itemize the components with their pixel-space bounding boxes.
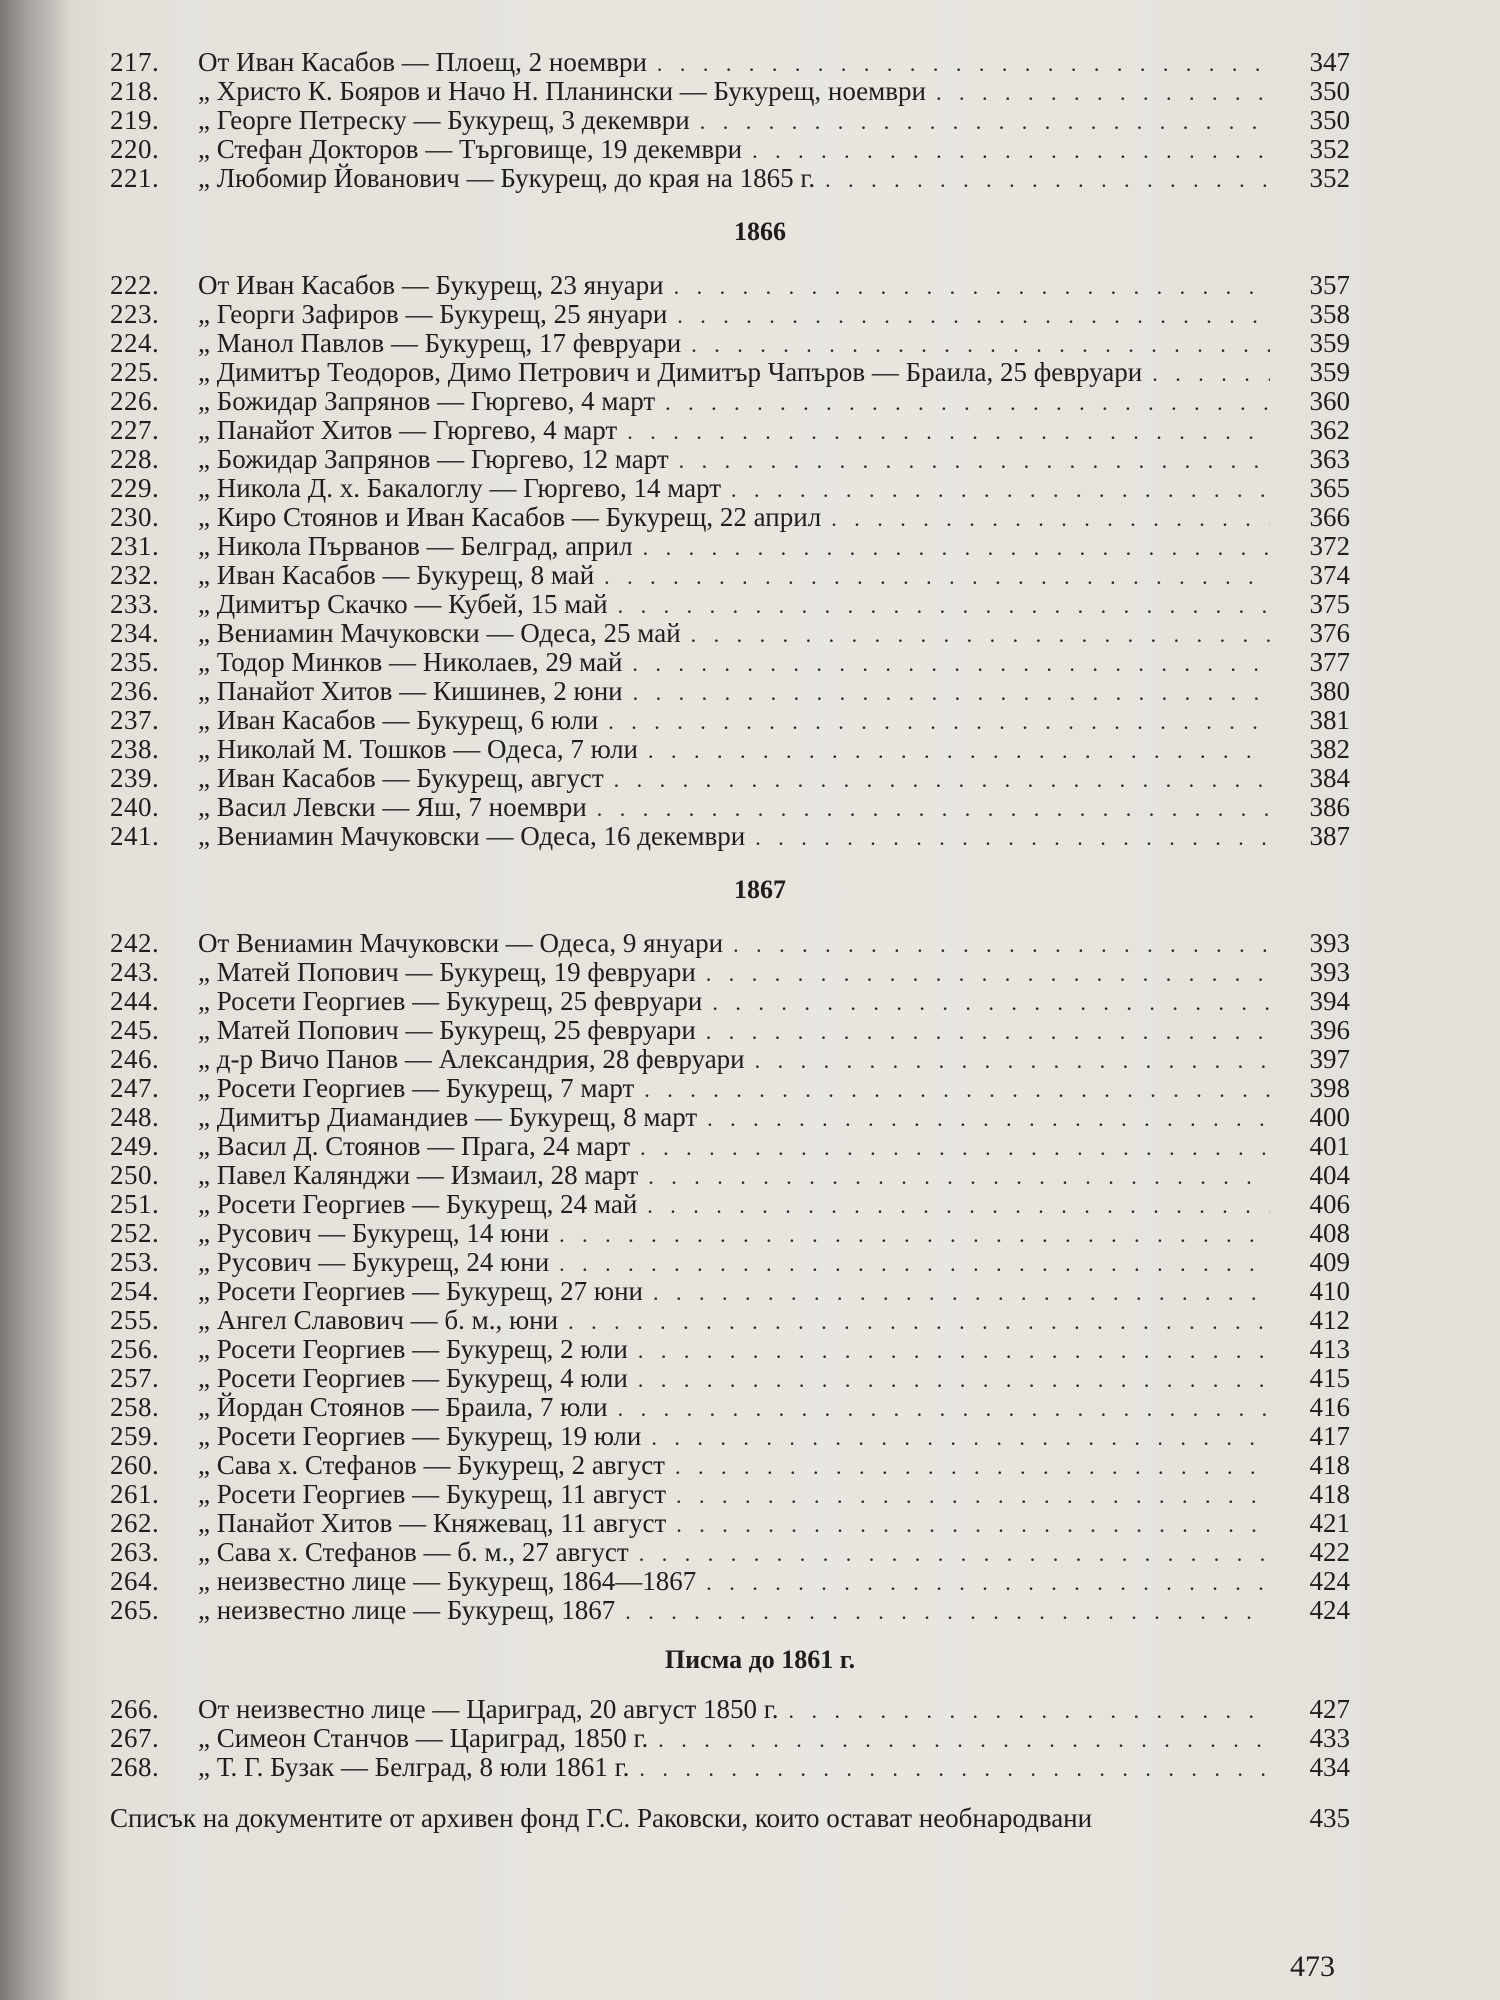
entry-number: 236.: [110, 676, 160, 706]
entry-number: 242.: [110, 928, 160, 958]
entry-number: 223.: [110, 299, 160, 329]
entry-page-number: 418: [1309, 1450, 1350, 1480]
dot-leader: [831, 504, 1270, 533]
dot-leader: [651, 1423, 1270, 1452]
toc-entry: [110, 1306, 1350, 1335]
toc-entry: [110, 1161, 1350, 1190]
entry-page-number: 422: [1309, 1537, 1350, 1567]
entry-title: „ Сава х. Стефанов — Букурещ, 2 август: [198, 1450, 665, 1480]
section-heading: 1867: [734, 875, 786, 904]
entry-title: „ Божидар Запрянов — Гюргево, 12 март: [198, 444, 669, 474]
entry-title: „ Симеон Станчов — Цариград, 1850 г.: [198, 1723, 649, 1753]
entry-number: 231.: [110, 531, 160, 561]
toc-entry: [110, 474, 1350, 503]
dot-leader: [707, 1104, 1270, 1133]
toc-entry: [110, 416, 1350, 445]
toc-entry: [110, 648, 1350, 677]
entry-title: „ Матей Попович — Букурещ, 19 февруари: [198, 957, 696, 987]
toc-entry: [110, 1248, 1350, 1277]
entry-title: „ д-р Вичо Панов — Александрия, 28 февруари: [198, 1044, 745, 1074]
dot-leader: [665, 388, 1270, 417]
toc-entry: [110, 1480, 1350, 1509]
toc-entry: [110, 1509, 1350, 1538]
entry-title: „ Сава х. Стефанов — б. м., 27 август: [198, 1537, 629, 1567]
entry-page-number: 377: [1309, 647, 1350, 677]
entry-title: „ Тодор Минков — Николаев, 29 май: [198, 647, 623, 677]
entry-number: 254.: [110, 1276, 160, 1306]
toc-entry: [110, 1364, 1350, 1393]
entry-page-number: 358: [1309, 299, 1350, 329]
dot-leader: [648, 736, 1270, 765]
dot-leader: [559, 1249, 1270, 1278]
dot-leader: [643, 533, 1270, 562]
entry-page-number: 384: [1309, 763, 1350, 793]
toc-entry: [110, 445, 1350, 474]
entry-page-number: 372: [1309, 531, 1350, 561]
dot-leader: [658, 1725, 1270, 1754]
toc-entry: [110, 77, 1350, 106]
entry-title: „ Васил Д. Стоянов — Прага, 24 март: [198, 1131, 631, 1161]
entry-title: „ Росети Георгиев — Букурещ, 24 май: [198, 1189, 638, 1219]
entry-page-number: 347: [1309, 47, 1350, 77]
entry-page-number: 380: [1309, 676, 1350, 706]
toc-entry: [110, 929, 1350, 958]
toc-entry: [110, 793, 1350, 822]
entry-title: „ Иван Касабов — Букурещ, 6 юли: [198, 705, 599, 735]
entry-number: 230.: [110, 502, 160, 532]
entry-page-number: 359: [1309, 328, 1350, 358]
entry-page-number: 386: [1309, 792, 1350, 822]
toc-entry: [110, 1132, 1350, 1161]
entry-number: 268.: [110, 1752, 160, 1782]
dot-leader: [674, 272, 1270, 301]
entry-number: 225.: [110, 357, 160, 387]
toc-entry: [110, 1335, 1350, 1364]
entry-number: 240.: [110, 792, 160, 822]
entry-page-number: 357: [1309, 270, 1350, 300]
dot-leader: [614, 765, 1270, 794]
entry-number: 250.: [110, 1160, 160, 1190]
dot-leader: [733, 930, 1270, 959]
entry-number: 267.: [110, 1723, 160, 1753]
entry-title: От Вениамин Мачуковски — Одеса, 9 януари: [198, 928, 724, 958]
toc-entry: [110, 135, 1350, 164]
toc-entry: [110, 1045, 1350, 1074]
entry-number: 249.: [110, 1131, 160, 1161]
entry-title: „ Иван Касабов — Букурещ, 8 май: [198, 560, 595, 590]
entry-title: „ Т. Г. Бузак — Белград, 8 юли 1861 г.: [198, 1752, 630, 1782]
entry-page-number: 400: [1309, 1102, 1350, 1132]
toc-entry: [110, 164, 1350, 193]
entry-title: „ неизвестно лице — Букурещ, 1864—1867: [198, 1566, 697, 1596]
toc-entry: [110, 958, 1350, 987]
entry-number: 235.: [110, 647, 160, 677]
dot-leader: [647, 1191, 1270, 1220]
entry-page-number: 376: [1309, 618, 1350, 648]
dot-leader: [632, 649, 1270, 678]
entry-page-number: 416: [1309, 1392, 1350, 1422]
entry-number: 222.: [110, 270, 160, 300]
footer-entry-page-number: 435: [1309, 1803, 1350, 1833]
entry-number: 239.: [110, 763, 160, 793]
entry-title: „ Димитър Диамандиев — Букурещ, 8 март: [198, 1102, 698, 1132]
entry-title: От неизвестно лице — Цариград, 20 август 1850 г.: [198, 1694, 779, 1724]
entry-number: 217.: [110, 47, 160, 77]
entry-title: „ Божидар Запрянов — Гюргево, 4 март: [198, 386, 656, 416]
entry-page-number: 415: [1309, 1363, 1350, 1393]
dot-leader: [676, 1481, 1270, 1510]
dot-leader: [691, 330, 1270, 359]
entry-title: „ Никола Д. х. Бакалоглу — Гюргево, 14 март: [198, 473, 722, 503]
entry-title: „ Манол Павлов — Букурещ, 17 февруари: [198, 328, 682, 358]
entry-page-number: 397: [1309, 1044, 1350, 1074]
dot-leader: [625, 1597, 1270, 1626]
entry-page-number: 382: [1309, 734, 1350, 764]
entry-number: 245.: [110, 1015, 160, 1045]
entry-number: 259.: [110, 1421, 160, 1451]
entry-number: 264.: [110, 1566, 160, 1596]
entry-title: „ неизвестно лице — Букурещ, 1867: [198, 1595, 616, 1625]
entry-title: „ Стефан Докторов — Търговище, 19 декември: [198, 134, 743, 164]
toc-footer-entry: [110, 1804, 1350, 1833]
entry-title: „ Николай М. Тошков — Одеса, 7 юли: [198, 734, 638, 764]
entry-title: „ Димитър Скачко — Кубей, 15 май: [198, 589, 608, 619]
toc-entry: [110, 1724, 1350, 1753]
toc-entry: [110, 1219, 1350, 1248]
entry-number: 232.: [110, 560, 160, 590]
entry-page-number: 352: [1309, 134, 1350, 164]
entry-number: 263.: [110, 1537, 160, 1567]
entry-title: „ Русович — Букурещ, 24 юни: [198, 1247, 550, 1277]
dot-leader: [936, 78, 1270, 107]
entry-title: „ Матей Попович — Букурещ, 25 февруари: [198, 1015, 696, 1045]
entry-number: 255.: [110, 1305, 160, 1335]
toc-entry: [110, 48, 1350, 77]
entry-number: 262.: [110, 1508, 160, 1538]
toc-entry: [110, 300, 1350, 329]
entry-number: 253.: [110, 1247, 160, 1277]
entry-number: 258.: [110, 1392, 160, 1422]
entry-title: От Иван Касабов — Плоещ, 2 ноември: [198, 47, 647, 77]
toc-entry: [110, 1277, 1350, 1306]
entry-title: „ Росети Георгиев — Букурещ, 19 юли: [198, 1421, 642, 1451]
entry-number: 221.: [110, 163, 160, 193]
dot-leader: [755, 823, 1270, 852]
toc-entry: [110, 329, 1350, 358]
toc-entry: [110, 1103, 1350, 1132]
entry-page-number: 418: [1309, 1479, 1350, 1509]
entry-title: „ Васил Левски — Яш, 7 ноември: [198, 792, 587, 822]
entry-title: От Иван Касабов — Букурещ, 23 януари: [198, 270, 664, 300]
dot-leader: [597, 794, 1270, 823]
entry-title: „ Вениамин Мачуковски — Одеса, 25 май: [198, 618, 681, 648]
entry-number: 244.: [110, 986, 160, 1016]
dot-leader: [700, 107, 1270, 136]
entry-page-number: 360: [1309, 386, 1350, 416]
toc-entry: [110, 106, 1350, 135]
entry-page-number: 427: [1309, 1694, 1350, 1724]
entry-page-number: 396: [1309, 1015, 1350, 1045]
entry-page-number: 401: [1309, 1131, 1350, 1161]
page-folio: 473: [1290, 1950, 1335, 1983]
entry-page-number: 398: [1309, 1073, 1350, 1103]
entry-number: 241.: [110, 821, 160, 851]
book-gutter-shadow: [0, 0, 70, 2000]
entry-title: „ Росети Георгиев — Букурещ, 4 юли: [198, 1363, 628, 1393]
dot-leader: [653, 1278, 1270, 1307]
entry-title: „ Любомир Йованович — Букурещ, до края на 1865 г.: [198, 163, 816, 193]
dot-leader: [789, 1696, 1270, 1725]
entry-number: 251.: [110, 1189, 160, 1219]
toc-entry: [110, 532, 1350, 561]
section-heading: Писма до 1861 г.: [664, 1645, 856, 1674]
dot-leader: [604, 562, 1270, 591]
dot-leader: [825, 165, 1270, 194]
entry-number: 257.: [110, 1363, 160, 1393]
entry-page-number: 424: [1309, 1595, 1350, 1625]
dot-leader: [618, 591, 1270, 620]
toc-entry: [110, 1451, 1350, 1480]
entry-page-number: 424: [1309, 1566, 1350, 1596]
dot-leader: [644, 1075, 1270, 1104]
dot-leader: [1152, 359, 1270, 388]
toc-entry: [110, 1753, 1350, 1782]
entry-title: „ Йордан Стоянов — Браила, 7 юли: [198, 1392, 608, 1422]
entry-title: „ Русович — Букурещ, 14 юни: [198, 1218, 550, 1248]
dot-leader: [712, 988, 1270, 1017]
dot-leader: [608, 707, 1270, 736]
section-heading: 1866: [734, 217, 786, 246]
toc-entry: [110, 1190, 1350, 1219]
toc-entry: [110, 706, 1350, 735]
entry-title: „ Панайот Хитов — Гюргево, 4 март: [198, 415, 618, 445]
entry-title: „ Ангел Славович — б. м., юни: [198, 1305, 559, 1335]
entry-page-number: 359: [1309, 357, 1350, 387]
entry-page-number: 421: [1309, 1508, 1350, 1538]
entry-number: 266.: [110, 1694, 160, 1724]
entry-title: „ Панайот Хитов — Кишинев, 2 юни: [198, 676, 623, 706]
dot-leader: [559, 1220, 1270, 1249]
dot-leader: [618, 1394, 1270, 1423]
toc-entry: [110, 271, 1350, 300]
entry-number: 248.: [110, 1102, 160, 1132]
entry-page-number: 352: [1309, 163, 1350, 193]
dot-leader: [676, 1510, 1270, 1539]
entry-title: „ Павел Калянджи — Измаил, 28 март: [198, 1160, 639, 1190]
entry-number: 233.: [110, 589, 160, 619]
dot-leader: [706, 959, 1270, 988]
entry-number: 247.: [110, 1073, 160, 1103]
entry-page-number: 375: [1309, 589, 1350, 619]
entry-title: „ Никола Първанов — Белград, април: [198, 531, 633, 561]
entry-page-number: 350: [1309, 105, 1350, 135]
dot-leader: [657, 49, 1270, 78]
dot-leader: [706, 1017, 1270, 1046]
toc-entry: [110, 1074, 1350, 1103]
entry-page-number: 393: [1309, 928, 1350, 958]
entry-title: „ Христо К. Бояров и Начо Н. Планински — Букурещ, ноември: [198, 76, 926, 106]
dot-leader: [638, 1365, 1270, 1394]
entry-number: 220.: [110, 134, 160, 164]
table-of-contents: [110, 48, 1350, 1833]
entry-page-number: 365: [1309, 473, 1350, 503]
entry-number: 260.: [110, 1450, 160, 1480]
entry-number: 226.: [110, 386, 160, 416]
toc-entry: [110, 503, 1350, 532]
entry-title: „ Росети Георгиев — Букурещ, 2 юли: [198, 1334, 628, 1364]
entry-number: 229.: [110, 473, 160, 503]
entry-number: 265.: [110, 1595, 160, 1625]
toc-entry: [110, 987, 1350, 1016]
dot-leader: [679, 446, 1270, 475]
footer-entry-title: Списък на документите от архивен фонд Г.С. Раковски, които остават необнародвани: [110, 1803, 1093, 1833]
toc-entry: [110, 1596, 1350, 1625]
dot-leader: [731, 475, 1270, 504]
entry-page-number: 366: [1309, 502, 1350, 532]
entry-number: 237.: [110, 705, 160, 735]
spacer: [110, 1782, 1350, 1804]
dot-leader: [640, 1133, 1270, 1162]
dot-leader: [627, 417, 1270, 446]
toc-entry: [110, 619, 1350, 648]
entry-title: „ Росети Георгиев — Букурещ, 11 август: [198, 1479, 667, 1509]
entry-page-number: 387: [1309, 821, 1350, 851]
entry-number: 256.: [110, 1334, 160, 1364]
toc-entry: [110, 1567, 1350, 1596]
toc-entry: [110, 1016, 1350, 1045]
dot-leader: [677, 301, 1270, 330]
toc-entry: [110, 822, 1350, 851]
entry-number: 261.: [110, 1479, 160, 1509]
entry-title: „ Димитър Теодоров, Димо Петрович и Димитър Чапъров — Браила, 25 февруари: [198, 357, 1143, 387]
entry-title: „ Георги Зафиров — Букурещ, 25 януари: [198, 299, 668, 329]
entry-page-number: 434: [1309, 1752, 1350, 1782]
entry-page-number: 381: [1309, 705, 1350, 735]
entry-number: 234.: [110, 618, 160, 648]
toc-entry: [110, 735, 1350, 764]
toc-entry: [110, 764, 1350, 793]
dot-leader: [639, 1539, 1270, 1568]
entry-number: 243.: [110, 957, 160, 987]
entry-number: 219.: [110, 105, 160, 135]
dot-leader: [648, 1162, 1270, 1191]
entry-page-number: 409: [1309, 1247, 1350, 1277]
entry-title: „ Росети Георгиев — Букурещ, 7 март: [198, 1073, 635, 1103]
entry-title: „ Панайот Хитов — Княжевац, 11 август: [198, 1508, 667, 1538]
toc-entry: [110, 1393, 1350, 1422]
toc-entry: [110, 590, 1350, 619]
dot-leader: [638, 1336, 1270, 1365]
dot-leader: [639, 1754, 1270, 1783]
entry-number: 238.: [110, 734, 160, 764]
dot-leader: [691, 620, 1270, 649]
dot-leader: [633, 678, 1270, 707]
dot-leader: [706, 1568, 1270, 1597]
entry-page-number: 350: [1309, 76, 1350, 106]
dot-leader: [568, 1307, 1270, 1336]
entry-page-number: 408: [1309, 1218, 1350, 1248]
entry-page-number: 417: [1309, 1421, 1350, 1451]
entry-title: „ Иван Касабов — Букурещ, август: [198, 763, 604, 793]
entry-page-number: 412: [1309, 1305, 1350, 1335]
dot-leader: [755, 1046, 1270, 1075]
entry-title: „ Росети Георгиев — Букурещ, 27 юни: [198, 1276, 643, 1306]
toc-entry: [110, 358, 1350, 387]
entry-number: 224.: [110, 328, 160, 358]
entry-page-number: 410: [1309, 1276, 1350, 1306]
entry-title: „ Киро Стоянов и Иван Касабов — Букурещ, 22 април: [198, 502, 822, 532]
entry-title: „ Георге Петреску — Букурещ, 3 декември: [198, 105, 690, 135]
toc-entry: [110, 1695, 1350, 1724]
entry-page-number: 404: [1309, 1160, 1350, 1190]
entry-page-number: 362: [1309, 415, 1350, 445]
entry-page-number: 393: [1309, 957, 1350, 987]
entry-page-number: 413: [1309, 1334, 1350, 1364]
entry-page-number: 363: [1309, 444, 1350, 474]
entry-page-number: 394: [1309, 986, 1350, 1016]
entry-number: 252.: [110, 1218, 160, 1248]
entry-page-number: 374: [1309, 560, 1350, 590]
entry-number: 227.: [110, 415, 160, 445]
toc-entry: [110, 1422, 1350, 1451]
dot-leader: [752, 136, 1270, 165]
entry-number: 246.: [110, 1044, 160, 1074]
entry-number: 218.: [110, 76, 160, 106]
toc-entry: [110, 387, 1350, 416]
entry-title: „ Росети Георгиев — Букурещ, 25 февруари: [198, 986, 703, 1016]
entry-page-number: 433: [1309, 1723, 1350, 1753]
toc-entry: [110, 561, 1350, 590]
entry-title: „ Вениамин Мачуковски — Одеса, 16 декември: [198, 821, 746, 851]
entry-page-number: 406: [1309, 1189, 1350, 1219]
dot-leader: [675, 1452, 1270, 1481]
entry-number: 228.: [110, 444, 160, 474]
toc-entry: [110, 677, 1350, 706]
toc-entry: [110, 1538, 1350, 1567]
